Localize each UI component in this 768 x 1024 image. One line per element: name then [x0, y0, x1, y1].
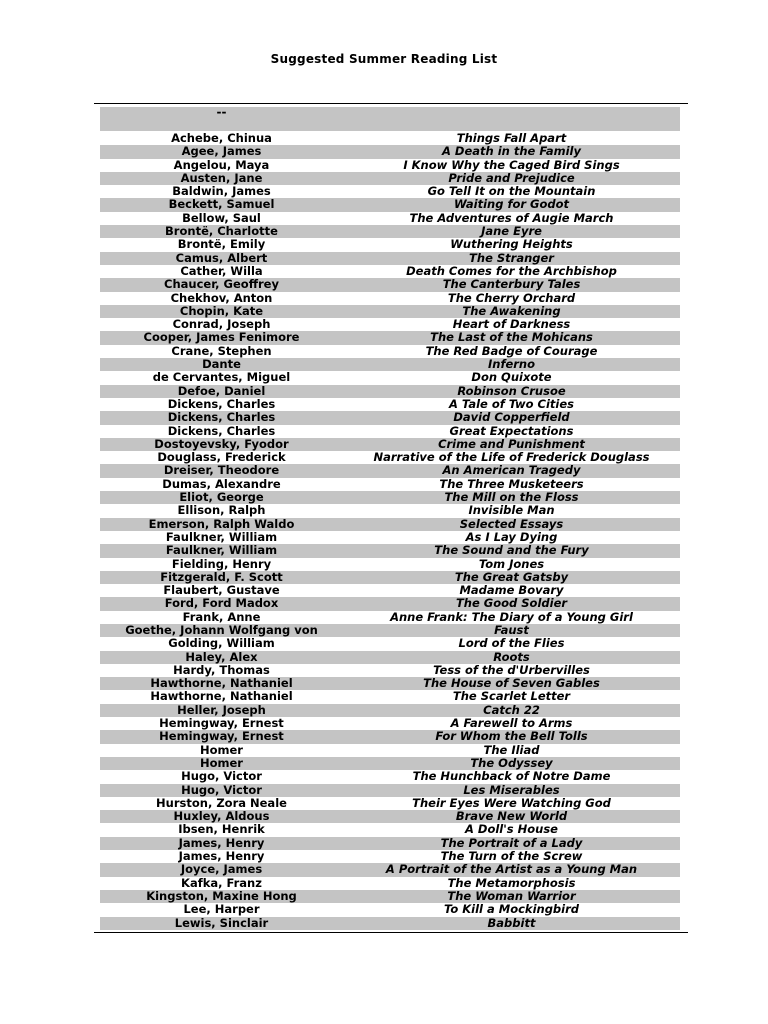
author-cell: Crane, Stephen	[171, 343, 272, 358]
book-title-cell: A Farewell to Arms	[450, 716, 573, 731]
book-title-cell: Heart of Darkness	[452, 317, 571, 332]
book-title-cell: For Whom the Bell Tolls	[435, 729, 588, 744]
table-row	[100, 877, 680, 890]
book-title-cell: The Woman Warrior	[447, 888, 576, 903]
table-row	[100, 770, 680, 783]
table-row	[100, 504, 680, 517]
author-cell: Fielding, Henry	[171, 556, 272, 571]
book-title-cell: The Portrait of a Lady	[440, 835, 583, 850]
book-title-cell: Invisible Man	[468, 503, 555, 518]
book-title-cell: A Death in the Family	[442, 144, 581, 159]
table-row	[100, 863, 680, 876]
table-row	[100, 358, 680, 371]
table-row	[100, 823, 680, 836]
table-row	[100, 132, 680, 145]
book-title-cell: A Doll's House	[465, 822, 558, 837]
book-title-cell: The Last of the Mohicans	[430, 330, 593, 345]
author-cell: Homer	[200, 755, 243, 770]
table-row	[100, 425, 680, 438]
table-row	[100, 159, 680, 172]
book-title-cell: The Great Gatsby	[454, 569, 569, 584]
book-title-cell: The Iliad	[483, 742, 540, 757]
book-title-cell: The Red Badge of Courage	[425, 343, 598, 358]
author-cell: Ibsen, Henrik	[178, 822, 265, 837]
book-title-cell: Wuthering Heights	[450, 237, 573, 252]
book-title-cell: The Scarlet Letter	[452, 689, 571, 704]
book-title-cell: Jane Eyre	[481, 224, 542, 239]
table-row	[100, 544, 680, 557]
table-row	[100, 385, 680, 398]
author-cell: Hardy, Thomas	[173, 662, 270, 677]
author-cell: Dickens, Charles	[167, 396, 276, 411]
author-cell: Lee, Harper	[183, 902, 260, 917]
table-row	[100, 584, 680, 597]
book-title-cell: The Canterbury Tales	[442, 277, 581, 292]
table-row	[100, 345, 680, 358]
book-title-cell: The House of Seven Gables	[423, 676, 600, 691]
author-cell: Bellow, Saul	[182, 210, 261, 225]
author-cell: Conrad, Joseph	[172, 317, 271, 332]
author-cell: Camus, Albert	[175, 250, 268, 265]
book-title-cell: The Mill on the Floss	[444, 490, 579, 505]
table-row	[100, 172, 680, 185]
header-placeholder: --	[216, 105, 227, 119]
author-cell: James, Henry	[178, 835, 265, 850]
table-row	[100, 252, 680, 265]
table-row	[100, 624, 680, 637]
table-row	[100, 917, 680, 930]
book-title-cell: Madame Bovary	[459, 583, 564, 598]
book-title-cell: Anne Frank: The Diary of a Young Girl	[390, 609, 633, 624]
table-row	[100, 438, 680, 451]
reading-list-table	[100, 132, 680, 930]
book-title-cell: The Cherry Orchard	[447, 290, 576, 305]
table-row	[100, 810, 680, 823]
author-cell: Hugo, Victor	[181, 782, 262, 797]
table-row	[100, 518, 680, 531]
author-cell: Heller, Joseph	[177, 702, 266, 717]
book-title-cell: A Tale of Two Cities	[448, 396, 575, 411]
author-cell: Dostoyevsky, Fyodor	[154, 436, 289, 451]
top-rule	[94, 103, 688, 104]
table-row	[100, 331, 680, 344]
table-row	[100, 837, 680, 850]
book-title-cell: The Three Musketeers	[439, 476, 584, 491]
table-row	[100, 145, 680, 158]
book-title-cell: Narrative of the Life of Frederick Douglass	[373, 450, 650, 465]
table-row	[100, 730, 680, 743]
table-row	[100, 292, 680, 305]
table-row	[100, 850, 680, 863]
book-title-cell: Robinson Crusoe	[457, 383, 566, 398]
author-cell: Hawthorne, Nathaniel	[150, 689, 293, 704]
table-row	[100, 797, 680, 810]
author-cell: Dickens, Charles	[167, 423, 276, 438]
table-row	[100, 185, 680, 198]
book-title-cell: To Kill a Mockingbird	[443, 902, 580, 917]
author-cell: de Cervantes, Miguel	[152, 370, 291, 385]
book-title-cell: Things Fall Apart	[456, 131, 567, 145]
book-title-cell: The Odyssey	[470, 755, 553, 770]
author-cell: Hurston, Zora Neale	[156, 795, 287, 810]
table-row	[100, 451, 680, 464]
book-title-cell: Death Comes for the Archbishop	[406, 263, 617, 278]
book-title-cell: Lord of the Flies	[458, 636, 565, 651]
table-row	[100, 571, 680, 584]
table-row	[100, 491, 680, 504]
table-row	[100, 637, 680, 650]
author-cell: Goethe, Johann Wolfgang von	[125, 622, 318, 637]
book-title-cell: Waiting for Godot	[453, 197, 570, 212]
author-cell: Flaubert, Gustave	[163, 583, 280, 598]
author-cell: James, Henry	[178, 849, 265, 864]
author-cell: Ford, Ford Madox	[164, 596, 279, 611]
author-cell: Chekhov, Anton	[170, 290, 273, 305]
author-cell: Faulkner, William	[165, 543, 278, 558]
table-row	[100, 611, 680, 624]
book-title-cell: A Portrait of the Artist as a Young Man	[385, 862, 638, 877]
table-row	[100, 225, 680, 238]
author-cell: Dante	[202, 357, 241, 372]
book-title-cell: The Good Soldier	[455, 596, 568, 611]
book-title-cell: Pride and Prejudice	[448, 170, 575, 185]
author-cell: Dumas, Alexandre	[162, 476, 281, 491]
author-cell: Defoe, Daniel	[177, 383, 266, 398]
table-row	[100, 318, 680, 331]
author-cell: Frank, Anne	[182, 609, 261, 624]
table-row	[100, 651, 680, 664]
author-cell: Brontë, Charlotte	[165, 224, 278, 239]
author-cell: Angelou, Maya	[173, 157, 270, 172]
book-title-cell: Brave New World	[455, 809, 568, 824]
author-cell: Chaucer, Geoffrey	[164, 277, 279, 292]
table-row	[100, 305, 680, 318]
book-title-cell: The Adventures of Augie March	[409, 210, 614, 225]
book-title-cell: Tess of the d'Urbervilles	[433, 662, 590, 677]
book-title-cell: Les Miserables	[463, 782, 560, 797]
author-cell: Hawthorne, Nathaniel	[150, 676, 293, 691]
book-title-cell: Great Expectations	[449, 423, 574, 438]
table-row	[100, 558, 680, 571]
table-row	[100, 704, 680, 717]
author-cell: Huxley, Aldous	[173, 809, 270, 824]
table-row	[100, 464, 680, 477]
table-row	[100, 478, 680, 491]
table-row	[100, 238, 680, 251]
table-row	[100, 890, 680, 903]
book-title-cell: The Awakening	[462, 303, 561, 318]
author-cell: Hemingway, Ernest	[159, 729, 284, 744]
author-cell: Brontë, Emily	[177, 237, 266, 252]
author-cell: Hemingway, Ernest	[159, 716, 284, 731]
author-cell: Beckett, Samuel	[168, 197, 275, 212]
book-title-cell: Faust	[494, 622, 529, 637]
book-title-cell: Roots	[493, 649, 530, 664]
author-cell: Lewis, Sinclair	[174, 915, 269, 930]
book-title-cell: The Metamorphosis	[447, 875, 576, 890]
book-title-cell: The Turn of the Screw	[440, 849, 583, 864]
author-cell: Homer	[200, 742, 243, 757]
book-title-cell: David Copperfield	[453, 410, 570, 425]
author-cell: Eliot, George	[179, 490, 264, 505]
table-row	[100, 212, 680, 225]
author-cell: Kafka, Franz	[181, 875, 262, 890]
author-cell: Cather, Willa	[180, 263, 263, 278]
table-row	[100, 717, 680, 730]
table-row	[100, 664, 680, 677]
author-cell: Agee, James	[181, 144, 262, 159]
table-row	[100, 371, 680, 384]
book-title-cell: The Stranger	[469, 250, 554, 265]
author-cell: Dreiser, Theodore	[163, 463, 280, 478]
table-row	[100, 677, 680, 690]
book-title-cell: Don Quixote	[471, 370, 552, 385]
author-cell: Hugo, Victor	[181, 769, 262, 784]
author-cell: Baldwin, James	[172, 184, 271, 199]
author-cell: Fitzgerald, F. Scott	[160, 569, 283, 584]
author-cell: Dickens, Charles	[167, 410, 276, 425]
book-title-cell: Selected Essays	[459, 516, 564, 531]
bottom-rule	[94, 932, 688, 933]
table-row	[100, 411, 680, 424]
author-cell: Faulkner, William	[165, 529, 278, 544]
book-title-cell: The Sound and the Fury	[434, 543, 589, 558]
table-row	[100, 198, 680, 211]
book-title-cell: The Hunchback of Notre Dame	[412, 769, 611, 784]
author-cell: Austen, Jane	[180, 170, 263, 185]
book-title-cell: As I Lay Dying	[465, 529, 558, 544]
author-cell: Golding, William	[168, 636, 275, 651]
table-row	[100, 278, 680, 291]
book-title-cell: Their Eyes Were Watching God	[412, 795, 611, 810]
author-cell: Chopin, Kate	[179, 303, 264, 318]
book-title-cell: An American Tragedy	[442, 463, 581, 478]
table-row	[100, 744, 680, 757]
book-title-cell: I Know Why the Caged Bird Sings	[403, 157, 620, 172]
page-title: Suggested Summer Reading List	[270, 52, 498, 66]
author-cell: Ellison, Ralph	[177, 503, 266, 518]
table-row	[100, 903, 680, 916]
author-cell: Emerson, Ralph Waldo	[148, 516, 295, 531]
book-title-cell: Crime and Punishment	[438, 436, 585, 451]
author-cell: Haley, Alex	[185, 649, 258, 664]
author-cell: Kingston, Maxine Hong	[146, 888, 297, 903]
table-header-row	[100, 107, 680, 131]
table-row	[100, 398, 680, 411]
book-title-cell: Inferno	[487, 357, 536, 372]
book-title-cell: Go Tell It on the Mountain	[427, 184, 596, 199]
book-title-cell: Babbitt	[487, 915, 536, 930]
table-row	[100, 784, 680, 797]
table-row	[100, 531, 680, 544]
author-cell: Douglass, Frederick	[157, 450, 286, 465]
author-cell: Cooper, James Fenimore	[143, 330, 300, 345]
table-row	[100, 690, 680, 703]
author-cell: Joyce, James	[180, 862, 263, 877]
table-row	[100, 265, 680, 278]
table-row	[100, 757, 680, 770]
book-title-cell: Tom Jones	[478, 556, 545, 571]
table-row	[100, 597, 680, 610]
author-cell: Achebe, Chinua	[171, 131, 272, 145]
book-title-cell: Catch 22	[483, 702, 540, 717]
